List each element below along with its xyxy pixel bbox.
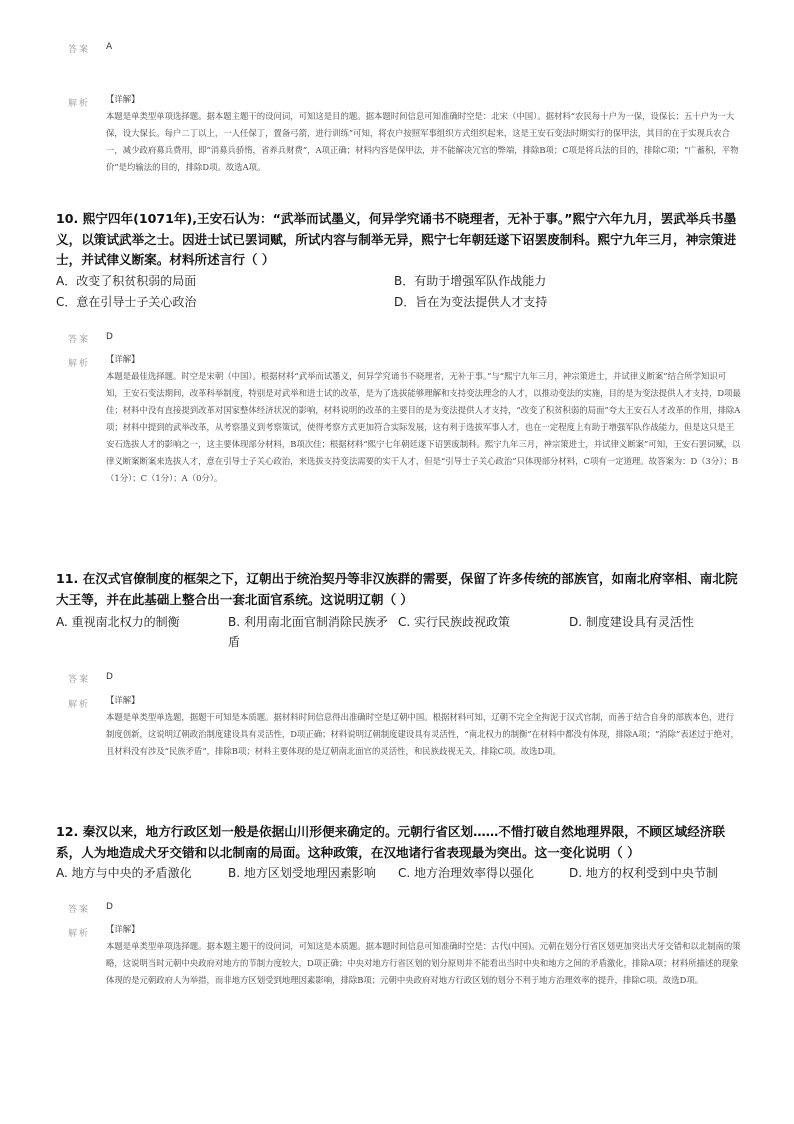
question-11: 11. 在汉式官僚制度的框架之下，辽朝出于统治契丹等非汉族群的需要，保留了许多传统的部族官，如南北府宰相、南北院大王等，并在此基础上整合出一套北面官系统。这说明辽朝（ ） bbox=[56, 571, 738, 607]
analysis-body: 本题是最佳选择题。时空是宋朝（中国）。根据材料“武举而试墨义，何异学究诵书不晓理者，无补于事。”与“熙宁九年三月，神宗策进士，并试律义断案”结合所学知识可知，王安石变法期间，改革科举制度，特别是对武举和进士试的改革，是为了选拔能够理解和支持变法理念的人才，以推动变法的实施，目的是为变法提供人才支持，D项最佳；材料中没有直接提到改革对国家整体经济状况的影响，材料说明的改革的主要目的是为变法提供人才支持，“改变了积贫积弱的局面”夸大王安石人才改革的作用，排除A项；材料中提到的武举改革，从考察墨义到考察策试，使得考察方式更加符合实际发展，这有利于选拔军事人才，也在一定程度上有助于增强军队作战能力，但是这只是王安石选拔人才的影响之一，这主要体现部分材料，B项次佳；根据材料“熙宁七年朝廷遂下诏罢废制科。熙宁九年三月，神宗策进士，并试律义断案”可知，王安石罢词赋，以律义断案断案来选拔人才，意在引导士子关心政治，来选拔支持变法需要的实干人才，但是“引导士子关心政治”只体现部分材料，C项有一定道理。故答案为：D（3分）；B（1分）；C（1分）；A（0分）。 bbox=[106, 371, 741, 483]
analysis-text bbox=[106, 351, 742, 487]
analysis-text bbox=[106, 91, 742, 176]
answer-value: D bbox=[106, 332, 113, 342]
detail-header: 【详解】 bbox=[106, 924, 140, 934]
analysis-body: 本题是单类型单项选择题。据本题主题干的设问词，可知这是目的题。据本题时间信息可知准确时空是：北宋（中国）。据材料“农民每十户为一保，设保长；五十户为一大保，设大保长。每户二丁以上，一人任保丁，置备弓箭，进行训练”可知，将农户按照军事组织方式组织起来，这是王安石变法时期实行的保甲法，其目的在于实现兵农合一，减少政府募兵费用，即“消募兵骄惰，省养兵财费”，A项正确；材料内容是保甲法，并不能解决冗官的弊端，排除B项；C项是将兵法的目的，排除C项；“广蓄积，平物价”是均输法的目的，排除D项。故选A项。 bbox=[106, 111, 739, 172]
option-c[interactable]: C. 地方治理效率得以强化 bbox=[398, 866, 535, 880]
option-b[interactable]: B．有助于增强军队作战能力 bbox=[394, 274, 547, 288]
analysis-text bbox=[106, 921, 742, 989]
option-d[interactable]: D. 制度建设具有灵活性 bbox=[569, 615, 694, 629]
option-d[interactable]: D. 地方的权利受到中央节制 bbox=[569, 866, 718, 880]
option-d[interactable]: D．旨在为变法提供人才支持 bbox=[394, 295, 548, 309]
question-10: 10. 熙宁四年(1071年),王安石认为：“武举而试墨义，何异学究诵书不晓理者，无补于事。”熙宁六年九月，罢武举兵书墨义，以策试武举之士。因进士试已罢词赋，所试内容与制举无异，熙宁七年朝廷遂下诏罢废制科。熙宁九年三月，神宗策进士，并试律义断案。材料所述言行（ ） bbox=[56, 211, 737, 267]
option-c[interactable]: C. 实行民族歧视政策 bbox=[398, 615, 511, 629]
analysis-label: 解析 bbox=[68, 700, 91, 710]
answer-label: 答案 bbox=[68, 675, 91, 685]
option-b[interactable]: B. 地方区划受地理因素影响 bbox=[228, 866, 376, 880]
detail-header: 【详解】 bbox=[106, 354, 140, 364]
option-a[interactable]: A．改变了积贫积弱的局面 bbox=[56, 274, 197, 288]
analysis-label: 解析 bbox=[68, 99, 91, 109]
answer-value: D bbox=[106, 672, 113, 682]
answer-value: D bbox=[106, 902, 113, 912]
question-12: 12. 秦汉以来，地方行政区划一般是依据山川形便来确定的。元朝行省区划……不惜打破自然地理界限，不顾区域经济联系，人为地造成犬牙交错和以北制南的局面。这种政策，在汉地诸行省表现最为突出。这一变化说明（ ） bbox=[56, 824, 725, 860]
analysis-body: 本题是单类型单选题，据题干可知是本质题。据材料时间信息得出准确时空是辽朝中国。根据材料可知，辽朝不完全全拘泥于汉式官制，而善于结合自身的部族本色，进行制度创新，这说明辽朝政治制度建设具有灵活性，D项正确；材料说明辽朝制度建设具有灵活性，“南北权力的制衡”在材料中都没有体现，排除A项；“消除”表述过于绝对，且材料没有涉及“民族矛盾”，排除B项；材料主要体现的是辽朝南北面官的灵活性，和民族歧视无关，排除C项。故选D项。 bbox=[106, 712, 739, 756]
option-a[interactable]: A. 地方与中央的矛盾激化 bbox=[56, 866, 192, 880]
analysis-text bbox=[106, 692, 742, 760]
option-c[interactable]: C．意在引导士子关心政治 bbox=[56, 295, 197, 309]
answer-value: A bbox=[106, 42, 113, 52]
analysis-label: 解析 bbox=[68, 929, 91, 939]
answer-label: 答案 bbox=[68, 335, 91, 345]
detail-header: 【详解】 bbox=[106, 94, 140, 104]
option-b[interactable]: B. 利用南北面官制消除民族矛盾 bbox=[228, 615, 388, 649]
answer-label: 答案 bbox=[68, 905, 91, 915]
analysis-label: 解析 bbox=[68, 359, 91, 369]
answer-label: 答案 bbox=[68, 45, 91, 55]
detail-header: 【详解】 bbox=[106, 695, 140, 705]
option-a[interactable]: A. 重视南北权力的制衡 bbox=[56, 615, 180, 629]
analysis-body: 本题是单类型单项选择题。据本题主题干的设问词，可知这是本质题。据本题时间信息可知准确时空是：古代(中国)。元朝在划分行省区划更加突出犬牙交错和以北制南的策略，这说明当时元朝中央政府对地方的节制力度较大，D项正确；中央对地方行省区划的划分原则并不能看出当时中央和地方之间的矛盾激化，排除A项；材料所描述的现象体现的是元朝政府人为举措，而非地方区划受到地理因素影响，排除B项；元朝中央政府对地方行政区划的划分不利于地方治理效率的提升，排除C项。故选D项。 bbox=[106, 941, 741, 985]
